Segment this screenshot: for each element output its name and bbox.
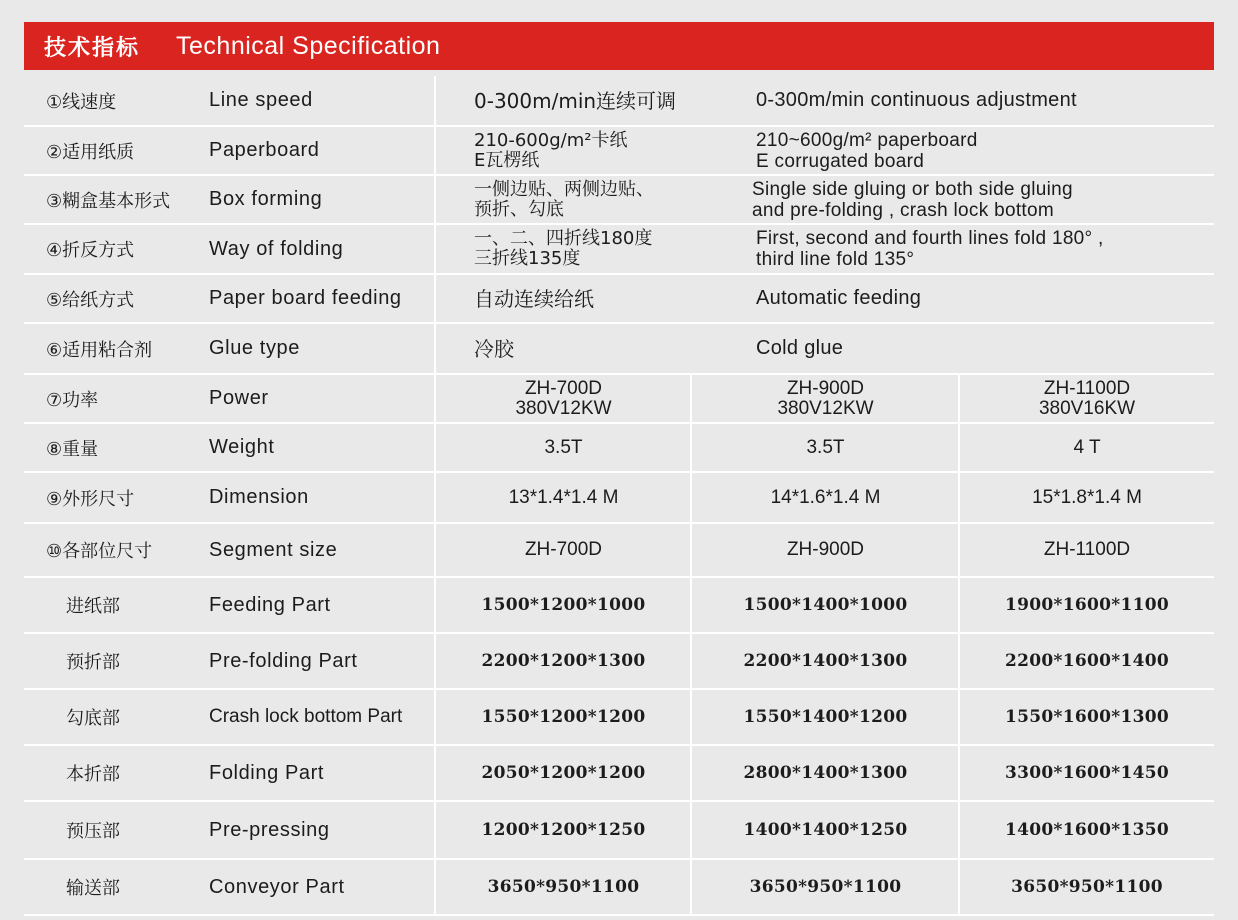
value-en (752, 176, 1192, 223)
size-col-3: 1550*1600*1300 (1005, 707, 1169, 727)
value-cn (474, 127, 754, 174)
size-col-1: 3650*950*1100 (487, 877, 640, 897)
size-col-2: 2200*1400*1300 (743, 651, 908, 671)
spec-row-paperboard (24, 127, 1214, 176)
value-en-line2: and pre-folding , crash lock bottom (752, 199, 1054, 221)
row-label-cn: 勾底部 (66, 708, 120, 729)
model-name: ZH-900D (786, 377, 865, 399)
row-label-en: Glue type (209, 337, 301, 359)
size-col-2: 1400*1400*1250 (743, 820, 908, 840)
size-col-2: 1500*1400*1000 (743, 595, 908, 615)
power-value: 380V12KW (515, 397, 612, 419)
row-label-cn: ⑧重量 (46, 438, 99, 460)
row-label-cn: ⑩各部位尺寸 (46, 541, 153, 562)
size-col-3: 3300*1600*1450 (1005, 763, 1169, 783)
segment-col-2: ZH-900D (786, 539, 865, 560)
size-col-3: 2200*1600*1400 (1005, 651, 1169, 671)
row-label-cn: ⑥适用粘合剂 (46, 339, 153, 361)
header-title-en: Technical Specification (176, 31, 441, 60)
row-label-en: Feeding Part (209, 593, 331, 616)
segment-col-3: ZH-1100D (1043, 539, 1131, 560)
value-en-line2: third line fold 135° (756, 249, 915, 270)
row-label-cn: ①线速度 (46, 91, 117, 113)
value-en: 0-300m/min continuous adjustment (756, 89, 1077, 111)
value-en: Cold glue (756, 337, 844, 359)
size-col-3: 1400*1600*1350 (1005, 820, 1169, 840)
spec-row-segment-size (24, 524, 1214, 578)
dimension-col-2: 14*1.6*1.4 M (770, 486, 881, 508)
spec-row-weight (24, 424, 1214, 473)
spec-row-glue-type (24, 324, 1214, 375)
value-en-line1: First, second and fourth lines fold 180° , (756, 228, 1104, 249)
model-col-3 (960, 375, 1214, 422)
row-label-en: Paperboard (209, 139, 320, 161)
power-value: 380V12KW (777, 397, 874, 419)
size-col-2: 2800*1400*1300 (743, 763, 908, 783)
spec-row-way-of-folding (24, 225, 1214, 275)
weight-col-2: 3.5T (806, 436, 845, 458)
spec-row-pre-pressing (24, 802, 1214, 860)
spec-row-power (24, 375, 1214, 424)
row-label-cn: 输送部 (66, 878, 120, 899)
size-col-1: 1500*1200*1000 (481, 595, 646, 615)
value-cn-line1: 一侧边贴、两侧边贴、 (474, 178, 654, 200)
row-label-en: Conveyor Part (209, 875, 345, 898)
value-cn (474, 225, 754, 273)
value-cn-line2: 预折、勾底 (474, 198, 564, 220)
value-en: Automatic feeding (756, 287, 922, 309)
model-col-2 (692, 375, 959, 422)
value-cn-line2: 三折线135度 (474, 248, 581, 269)
row-label-en: Box forming (209, 188, 323, 210)
value-en (756, 127, 1196, 174)
model-col-1 (436, 375, 691, 422)
row-label-cn: 预压部 (66, 821, 120, 842)
row-label-cn: ⑦功率 (46, 389, 99, 411)
spec-row-conveyor-part (24, 860, 1214, 916)
header-bar (24, 22, 1214, 70)
model-name: ZH-700D (524, 377, 603, 399)
row-label-en: Way of folding (209, 237, 344, 260)
value-en (756, 225, 1196, 273)
row-label-cn: 进纸部 (66, 596, 120, 617)
row-label-en: Folding Part (209, 761, 325, 784)
row-label-en: Line speed (209, 89, 313, 111)
header-title-cn: 技术指标 (44, 35, 141, 61)
row-label-cn: ②适用纸质 (46, 141, 135, 163)
value-cn: 0-300m/min连续可调 (474, 88, 677, 113)
weight-col-3: 4 T (1073, 436, 1101, 458)
size-col-1: 1200*1200*1250 (481, 820, 646, 840)
row-label-en: Pre-pressing (209, 818, 330, 841)
row-label-en: Weight (209, 436, 275, 458)
size-col-1: 1550*1200*1200 (481, 707, 646, 727)
row-label-cn: ④折反方式 (46, 240, 135, 261)
value-en-line1: 210~600g/m² paperboard (756, 129, 978, 151)
size-col-1: 2200*1200*1300 (481, 651, 646, 671)
value-en-line1: Single side gluing or both side gluing (752, 178, 1073, 200)
row-label-en: Pre-folding Part (209, 649, 358, 672)
spec-row-box-forming (24, 176, 1214, 225)
spec-row-paper-feeding (24, 275, 1214, 324)
row-label-en: Dimension (209, 486, 309, 508)
value-cn-line1: 一、二、四折线180度 (474, 228, 653, 249)
row-label-en: Paper board feeding (209, 287, 402, 309)
weight-col-1: 3.5T (544, 436, 583, 458)
row-label-cn: 预折部 (66, 652, 120, 673)
row-label-en: Crash lock bottom Part (209, 706, 403, 727)
size-col-1: 2050*1200*1200 (481, 763, 646, 783)
value-en-line2: E corrugated board (756, 150, 925, 172)
row-label-en: Power (209, 387, 269, 409)
row-label-cn: ⑨外形尺寸 (46, 488, 135, 510)
row-label-cn: ③糊盒基本形式 (46, 190, 171, 212)
value-cn (474, 176, 754, 223)
model-name: ZH-1100D (1043, 377, 1131, 399)
row-label-cn: 本折部 (66, 764, 120, 785)
spec-row-pre-folding-part (24, 634, 1214, 690)
row-label-en: Segment size (209, 538, 338, 561)
row-label-cn: ⑤给纸方式 (46, 289, 135, 311)
value-cn-line2: E瓦楞纸 (474, 149, 540, 171)
spec-row-dimension (24, 473, 1214, 524)
segment-col-1: ZH-700D (524, 539, 603, 560)
size-col-2: 3650*950*1100 (749, 877, 902, 897)
value-cn: 自动连续给纸 (474, 286, 594, 311)
spec-row-crash-lock-part (24, 690, 1214, 746)
size-col-3: 1900*1600*1100 (1005, 595, 1169, 615)
power-value: 380V16KW (1038, 397, 1136, 419)
spec-row-folding-part (24, 746, 1214, 802)
spec-row-line-speed (24, 76, 1214, 127)
dimension-col-3: 15*1.8*1.4 M (1032, 486, 1142, 508)
size-col-2: 1550*1400*1200 (743, 707, 908, 727)
value-cn-line1: 210-600g/m²卡纸 (474, 129, 628, 151)
spec-row-feeding-part (24, 578, 1214, 634)
size-col-3: 3650*950*1100 (1011, 877, 1163, 897)
dimension-col-1: 13*1.4*1.4 M (508, 486, 619, 508)
value-cn: 冷胶 (474, 336, 514, 361)
